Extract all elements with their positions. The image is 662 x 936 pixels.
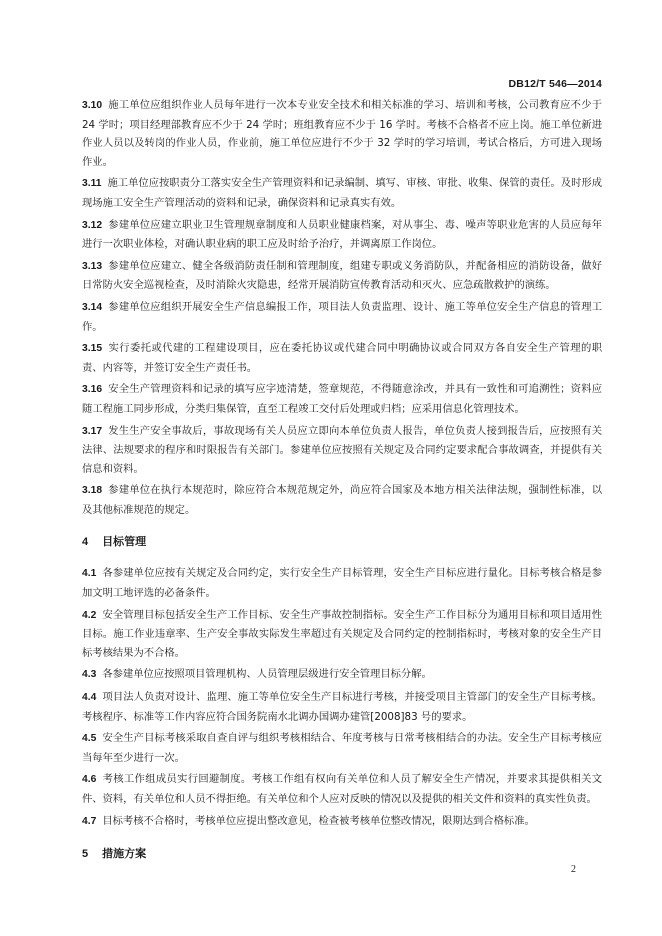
clause-4-7 xyxy=(82,812,602,832)
clause-text: 实行委托或代建的工程建设项目，应在委托协议或代建合同中明确协议或合同双方各自安全生产管理的职责、内容等，并签订安全生产责任书。 xyxy=(82,342,602,374)
clause-text: 目标考核不合格时，考核单位应提出整改意见，检查被考核单位整改情况，限期达到合格标准。 xyxy=(102,814,535,827)
clause-number: 3.11 xyxy=(82,178,102,190)
clause-text: 发生生产安全事故后，事故现场有关人员应立即向本单位负责人报告，单位负责人接到报告后，应按照有关法律、法规要求的程序和时限报告有关部门。参建单位应按照有关规定及合同约定要求配合事故调查，并提供有关信息和资料。 xyxy=(82,424,602,475)
clause-number: 3.18 xyxy=(82,485,103,497)
clause-text: 参建单位在执行本规范时，除应符合本规范规定外，尚应符合国家及本地方相关法律法规，强制性标准，以及其他标准规范的规定。 xyxy=(82,484,602,516)
section-number: 4 xyxy=(82,536,89,549)
section-heading-5 xyxy=(82,845,602,863)
clause-3-15 xyxy=(82,339,602,377)
document-code: DB12/T 546—2014 xyxy=(508,78,602,90)
section-title: 措施方案 xyxy=(102,847,147,861)
clause-3-13 xyxy=(82,257,602,295)
clause-list-section-4 xyxy=(82,564,602,831)
section-number: 5 xyxy=(82,848,89,861)
clause-4-1 xyxy=(82,564,602,602)
clause-text: 安全生产目标考核采取自查自评与组织考核相结合、年度考核与日常考核相结合的办法。安全生产目标考核应当每年至少进行一次。 xyxy=(82,732,602,764)
clause-text: 参建单位应建立职业卫生管理规章制度和人员职业健康档案，对从事尘、毒、噪声等职业危害的人员应每年进行一次职业体检，对确认职业病的职工应及时给予治疗，并调离原工作岗位。 xyxy=(82,218,602,251)
clause-3-18 xyxy=(82,481,602,519)
clause-3-17 xyxy=(82,422,602,479)
clause-number: 3.15 xyxy=(82,343,103,355)
clause-number: 4.4 xyxy=(82,692,97,704)
clause-list-section-3 xyxy=(82,96,602,519)
section-title: 目标管理 xyxy=(102,535,147,549)
page-content xyxy=(82,96,602,876)
clause-4-3 xyxy=(82,665,602,685)
clause-3-16 xyxy=(82,380,602,418)
clause-text: 参建单位应建立、健全各级消防责任制和管理制度，组建专职或义务消防队，并配备相应的消防设备，做好日常防火安全巡视检查，及时消除火灾隐患，经常开展消防宣传教育活动和灭火、应急疏散救护的演练。 xyxy=(82,259,602,292)
page-number: 2 xyxy=(571,864,576,875)
clause-number: 4.2 xyxy=(82,609,97,621)
clause-text: 安全管理目标包括安全生产工作目标、安全生产事故控制指标。安全生产工作目标分为通用目标和项目适用性目标。施工作业违章率、生产安全事故实际发生率超过有关规定及合同约定的控制指标时，考核对象的安全生产目标考核结果为不合格。 xyxy=(82,608,602,659)
clause-3-11 xyxy=(82,174,602,212)
clause-3-10 xyxy=(82,96,602,171)
clause-number: 3.16 xyxy=(82,384,103,396)
clause-text: 参建单位应组织开展安全生产信息编报工作，项目法人负责监理、设计、施工等单位安全生产信息的管理工作。 xyxy=(82,300,602,333)
clause-4-6 xyxy=(82,770,602,808)
clause-number: 4.3 xyxy=(82,669,97,681)
clause-3-12 xyxy=(82,216,602,254)
clause-number: 3.17 xyxy=(82,425,103,437)
clause-text: 考核工作组成员实行回避制度。考核工作组有权向有关单位和人员了解安全生产情况，并要求其提供相关文件、资料，有关单位和人员不得拒绝。有关单位和个人应对反映的情况以及提供的相关文件和资料的真实性负责。 xyxy=(82,773,602,805)
clause-text: 施工单位应按职责分工落实安全生产管理资料和记录编制、填写、审核、审批、收集、保管的责任。及时形成现场施工安全生产管理活动的资料和记录，确保资料和记录真实有效。 xyxy=(82,177,602,209)
clause-4-5 xyxy=(82,729,602,767)
section-heading-4 xyxy=(82,533,602,551)
clause-number: 3.14 xyxy=(82,301,103,313)
clause-text: 项目法人负责对设计、监理、施工等单位安全生产目标进行考核，并接受项目主管部门的安全生产目标考核。考核程序、标准等工作内容应符合国务院南水北调办国调办建管[2008]83 号的要求。 xyxy=(82,691,602,723)
clause-number: 3.13 xyxy=(82,260,103,272)
clause-number: 4.7 xyxy=(82,815,97,827)
clause-text: 各参建单位应按照项目管理机构、人员管理层级进行安全管理目标分解。 xyxy=(102,668,432,681)
clause-4-4 xyxy=(82,688,602,726)
clause-number: 3.10 xyxy=(82,100,103,111)
clause-text: 安全生产管理资料和记录的填写应字迹清楚，签章规范，不得随意涂改，并具有一致性和可追溯性；资料应随工程施工同步形成，分类归集保管，直至工程竣工交付后处理或归档；应采用信息化管理技术。 xyxy=(82,383,602,415)
clause-number: 3.12 xyxy=(82,219,103,231)
clause-3-14 xyxy=(82,298,602,336)
clause-number: 4.5 xyxy=(82,733,97,745)
clause-text: 各参建单位应按有关规定及合同约定，实行安全生产目标管理，安全生产目标应进行量化。目标考核合格是参加文明工地评选的必备条件。 xyxy=(82,567,602,600)
clause-4-2 xyxy=(82,606,602,663)
clause-text: 施工单位应组织作业人员每年进行一次本专业安全技术和相关标准的学习、培训和考核，公司教育应不少于 24 学时；项目经理部教育应不少于 24 学时；班组教育应不少于 16 学时。考核不合格者不应上岗。施工单位新进作业人员以及转岗的作业人员，作业前，施工单位应进行不少于 32 学时的学习培训，考试合格后，方可进入现场作业。 xyxy=(82,99,602,168)
clause-number: 4.1 xyxy=(82,568,97,580)
clause-number: 4.6 xyxy=(82,774,97,786)
